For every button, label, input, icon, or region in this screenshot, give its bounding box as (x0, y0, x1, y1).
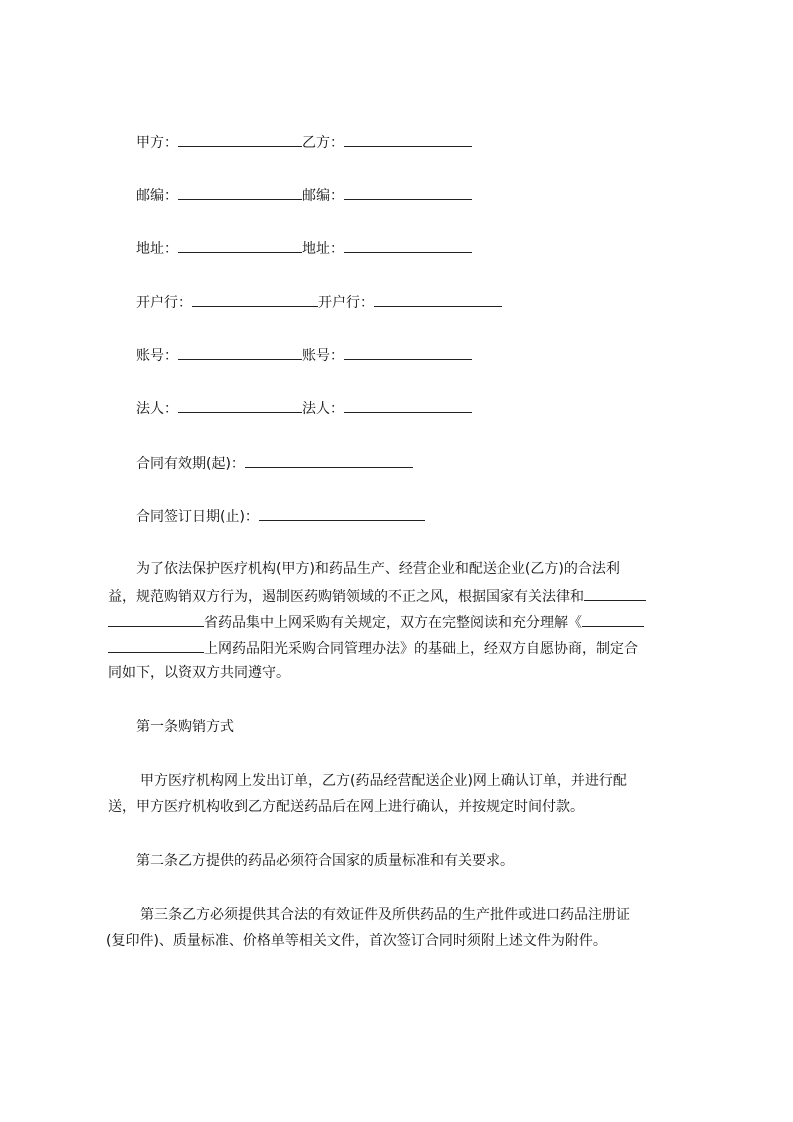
article-1-line-1: 甲方医疗机构网上发出订单，乙方(药品经营配送企业)网上确认订单，并进行配 (140, 773, 627, 789)
preamble-line-3-text: 省药品集中上网采购有关规定，双方在完整阅读和充分理解《 (204, 615, 582, 631)
address-a-label: 地址： (136, 241, 178, 257)
validity-end-blank[interactable] (259, 506, 425, 521)
legal-b-blank[interactable] (344, 398, 472, 413)
legal-row (136, 398, 472, 418)
preamble-line-2 (108, 586, 646, 606)
preamble-line-5: 同如下，以资双方共同遵守。 (108, 665, 290, 681)
bank-b-blank[interactable] (374, 292, 502, 307)
validity-end-label: 合同签订日期(止)： (136, 509, 259, 525)
legal-a-label: 法人： (136, 401, 178, 417)
postcode-row (136, 185, 472, 205)
bank-row (136, 292, 502, 312)
account-b-label: 账号： (302, 348, 344, 364)
account-row (136, 345, 472, 365)
preamble-blank-measure-b[interactable] (108, 638, 204, 653)
preamble-line-4 (108, 638, 638, 658)
preamble-line-1: 为了依法保护医疗机构(甲方)和药品生产、经营企业和配送企业(乙方)的合法利 (136, 561, 620, 577)
party-row (136, 132, 472, 152)
article-1-title: 第一条购销方式 (136, 719, 234, 735)
party-b-blank[interactable] (344, 132, 472, 147)
article-3-line-1: 第三条乙方必须提供其合法的有效证件及所供药品的生产批件或进口药品注册证 (140, 907, 630, 923)
article-2: 第二条乙方提供的药品必须符合国家的质量标准和有关要求。 (136, 853, 514, 869)
account-a-blank[interactable] (178, 345, 302, 360)
account-b-blank[interactable] (344, 345, 472, 360)
legal-b-label: 法人： (302, 401, 344, 417)
account-a-label: 账号： (136, 348, 178, 364)
validity-start-blank[interactable] (245, 453, 413, 468)
postcode-a-label: 邮编： (136, 188, 178, 204)
article-1-line-2: 送，甲方医疗机构收到乙方配送药品后在网上进行确认，并按规定时间付款。 (108, 799, 584, 815)
bank-b-label: 开户行： (318, 295, 374, 311)
article-3-line-2: (复印件)、质量标准、价格单等相关文件，首次签订合同时须附上述文件为附件。 (106, 933, 607, 949)
preamble-line-3 (108, 612, 644, 632)
address-row (136, 238, 472, 258)
address-b-label: 地址： (302, 241, 344, 257)
party-a-blank[interactable] (178, 132, 302, 147)
postcode-b-blank[interactable] (344, 185, 472, 200)
address-a-blank[interactable] (178, 238, 302, 253)
preamble-blank-measure-a[interactable] (582, 612, 644, 627)
validity-end-row (136, 506, 425, 526)
bank-a-blank[interactable] (192, 292, 318, 307)
postcode-b-label: 邮编： (302, 188, 344, 204)
bank-a-label: 开户行： (136, 295, 192, 311)
postcode-a-blank[interactable] (178, 185, 302, 200)
legal-a-blank[interactable] (178, 398, 302, 413)
preamble-blank-province-a[interactable] (584, 586, 646, 601)
validity-start-label: 合同有效期(起)： (136, 456, 245, 472)
preamble-line-4-text: 上网药品阳光采购合同管理办法》的基础上，经双方自愿协商，制定合 (204, 641, 638, 657)
party-a-label: 甲方： (136, 135, 178, 151)
validity-start-row (136, 453, 413, 473)
preamble-blank-province-b[interactable] (108, 612, 204, 627)
preamble-line-2-text: 益，规范购销双方行为，遏制医药购销领域的不正之风，根据国家有关法律和 (108, 589, 584, 605)
party-b-label: 乙方： (302, 135, 344, 151)
address-b-blank[interactable] (344, 238, 472, 253)
